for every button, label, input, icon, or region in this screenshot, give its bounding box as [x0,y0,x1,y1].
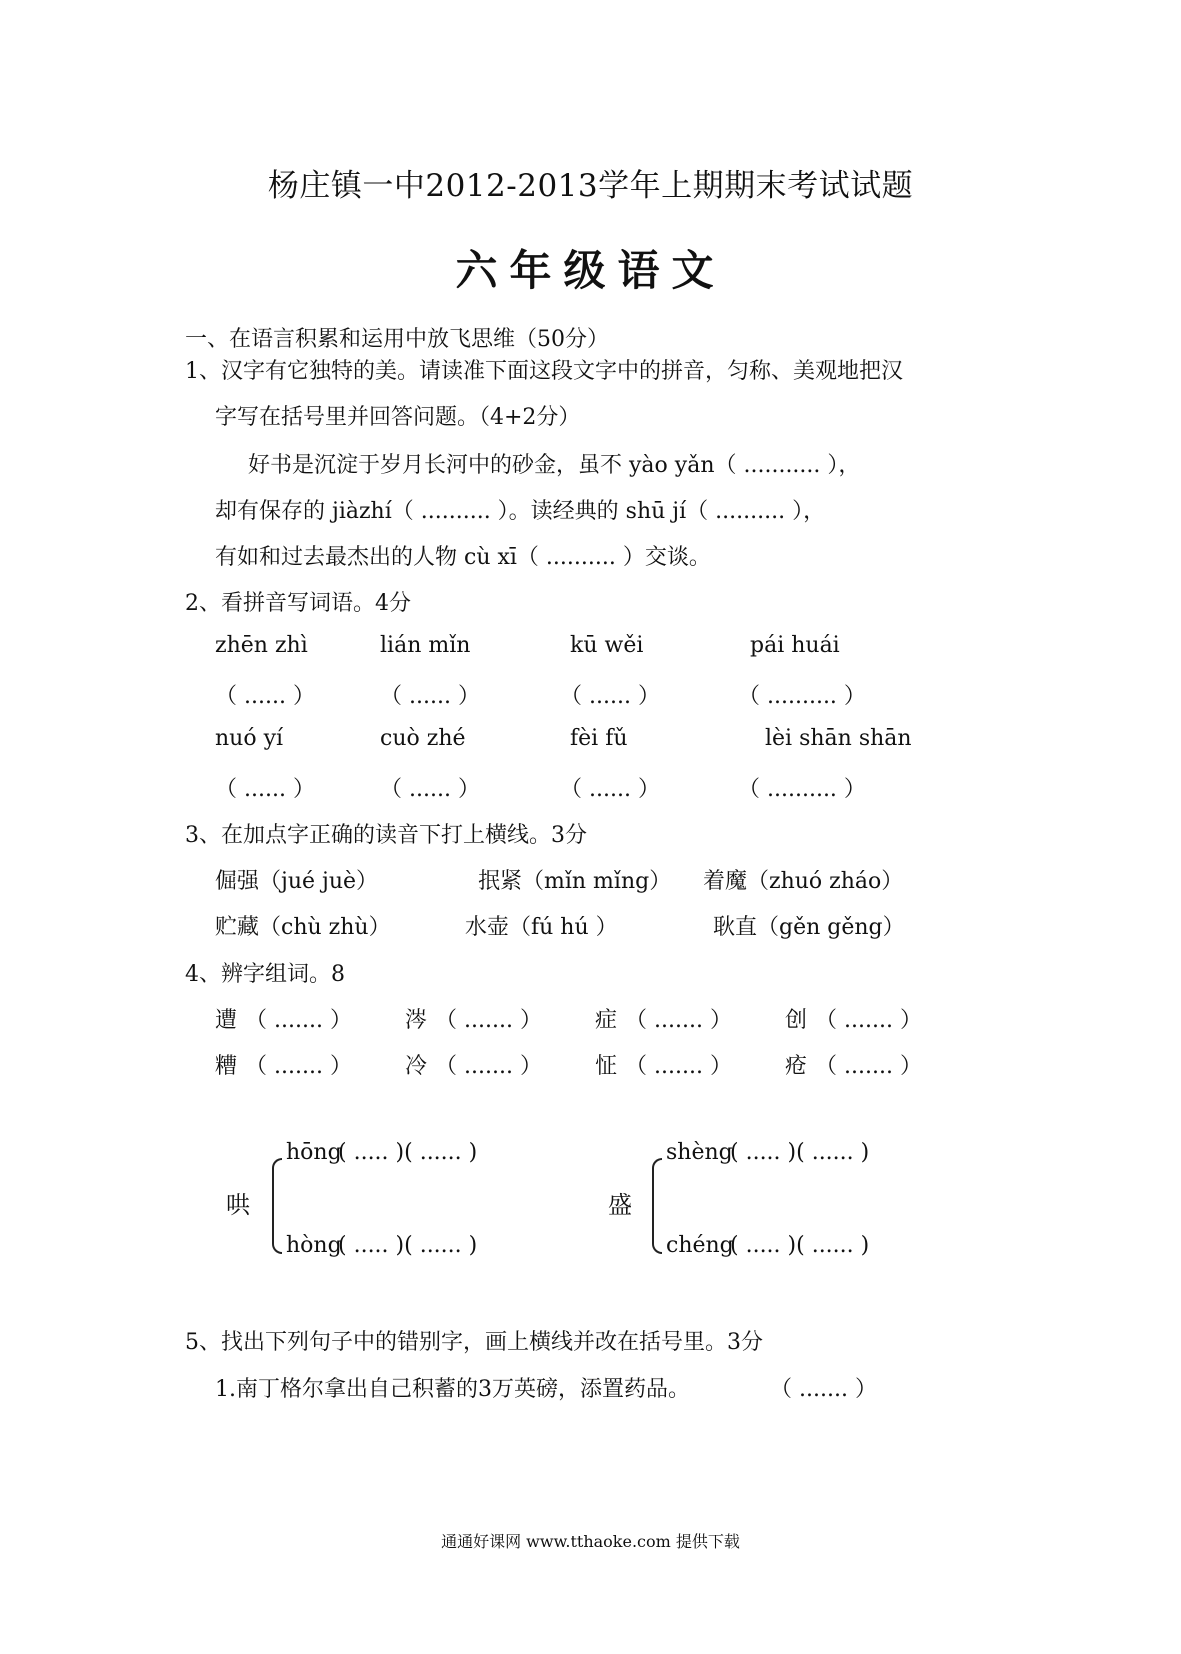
q4-reading-cheng: chéng [666,1233,734,1258]
q4-stem: 4、辨字组词。8 [185,962,345,987]
q1-passage-line2: 却有保存的 jiàzhí（ .......... ）。读经典的 shū jí（ .......... ）， [215,499,826,524]
q2-blank: （ ...... ） [215,777,315,802]
q4-blank: （ ....... ） [625,1054,732,1079]
q1-stem-b: 字写在括号里并回答问题。（4+2分） [215,405,581,430]
q4-pair-blank: ( ..... )( ...... ) [338,1140,478,1165]
q4-blank: （ ....... ） [245,1008,352,1033]
q5-sentence-1: 1.南丁格尔拿出自己积蓄的3万英磅，添置药品。 [215,1377,690,1402]
q4-polyphone-left: 哄 [226,1191,250,1219]
q4-char: 创 [785,1008,808,1033]
q2-pinyin-1: zhēn zhì [215,633,308,658]
q2-stem: 2、看拼音写词语。4分 [185,591,411,616]
q4-blank: （ ....... ） [245,1054,352,1079]
q4-blank: （ ....... ） [815,1054,922,1079]
q2-blank: （ ...... ） [380,777,480,802]
q4-pair-blank: ( ..... )( ...... ) [338,1233,478,1258]
brace-left [272,1158,282,1254]
q4-polyphone-right: 盛 [608,1191,632,1219]
q2-pinyin-6: cuò zhé [380,726,466,751]
q2-pinyin-7: fèi fǔ [570,726,628,751]
q3-item-1: 倔强（jué juè） [215,869,379,894]
brace-right [652,1158,662,1254]
footer-source: 通通好课网 www.tthaoke.com 提供下载 [441,1532,740,1551]
q5-blank: （ ....... ） [770,1377,877,1402]
q3-item-2: 抿紧（mǐn mǐng） [478,869,672,894]
q4-char: 冷 [405,1054,428,1079]
q2-pinyin-5: nuó yí [215,726,284,751]
q2-blank: （ ...... ） [560,777,660,802]
q4-char: 遭 [215,1008,238,1033]
q1-passage-line1: 好书是沉淀于岁月长河中的砂金，虽不 yào yǎn（ ........... ）， [248,453,861,478]
q3-item-4: 贮藏（chù zhù） [215,915,391,940]
q2-blank: （ ...... ） [215,684,315,709]
q3-item-3: 着魔（zhuó zháo） [703,869,904,894]
q4-blank: （ ....... ） [435,1008,542,1033]
q4-char: 糟 [215,1054,238,1079]
q3-stem: 3、在加点字正确的读音下打上横线。3分 [185,823,587,848]
q1-passage-line3: 有如和过去最杰出的人物 cù xī（ .......... ）交谈。 [215,545,711,570]
q4-reading-hong2: hòng [286,1233,342,1258]
q4-reading-hong1: hōng [286,1140,342,1165]
exam-title: 杨庄镇一中2012-2013学年上期期末考试试题 [267,168,914,204]
q3-item-5: 水壶（fú hú ） [465,915,618,940]
q2-blank: （ ...... ） [560,684,660,709]
q2-pinyin-4: pái huái [750,633,840,658]
q1-stem-a: 1、汉字有它独特的美。请读准下面这段文字中的拼音，匀称、美观地把汉 [185,359,903,384]
q2-blank: （ .......... ） [738,684,866,709]
q4-char: 疮 [785,1054,808,1079]
q4-blank: （ ....... ） [625,1008,732,1033]
q2-blank: （ ...... ） [380,684,480,709]
q2-pinyin-3: kū wěi [570,633,644,658]
exam-subtitle: 六年级语文 [455,246,726,295]
q4-blank: （ ....... ） [435,1054,542,1079]
q2-pinyin-2: lián mǐn [380,633,471,658]
q4-blank: （ ....... ） [815,1008,922,1033]
section-heading: 一、在语言积累和运用中放飞思维（50分） [185,327,609,352]
q5-stem: 5、找出下列句子中的错别字，画上横线并改在括号里。3分 [185,1330,763,1355]
q4-pair-blank: ( ..... )( ...... ) [730,1140,870,1165]
q2-blank: （ .......... ） [738,777,866,802]
q3-item-6: 耿直（gěn gěng） [713,915,905,940]
q4-char: 症 [595,1008,618,1033]
q4-char: 涔 [405,1008,428,1033]
q2-pinyin-8: lèi shān shān [765,726,912,751]
q4-reading-sheng: shèng [666,1140,733,1165]
q4-pair-blank: ( ..... )( ...... ) [730,1233,870,1258]
q4-char: 怔 [595,1054,618,1079]
